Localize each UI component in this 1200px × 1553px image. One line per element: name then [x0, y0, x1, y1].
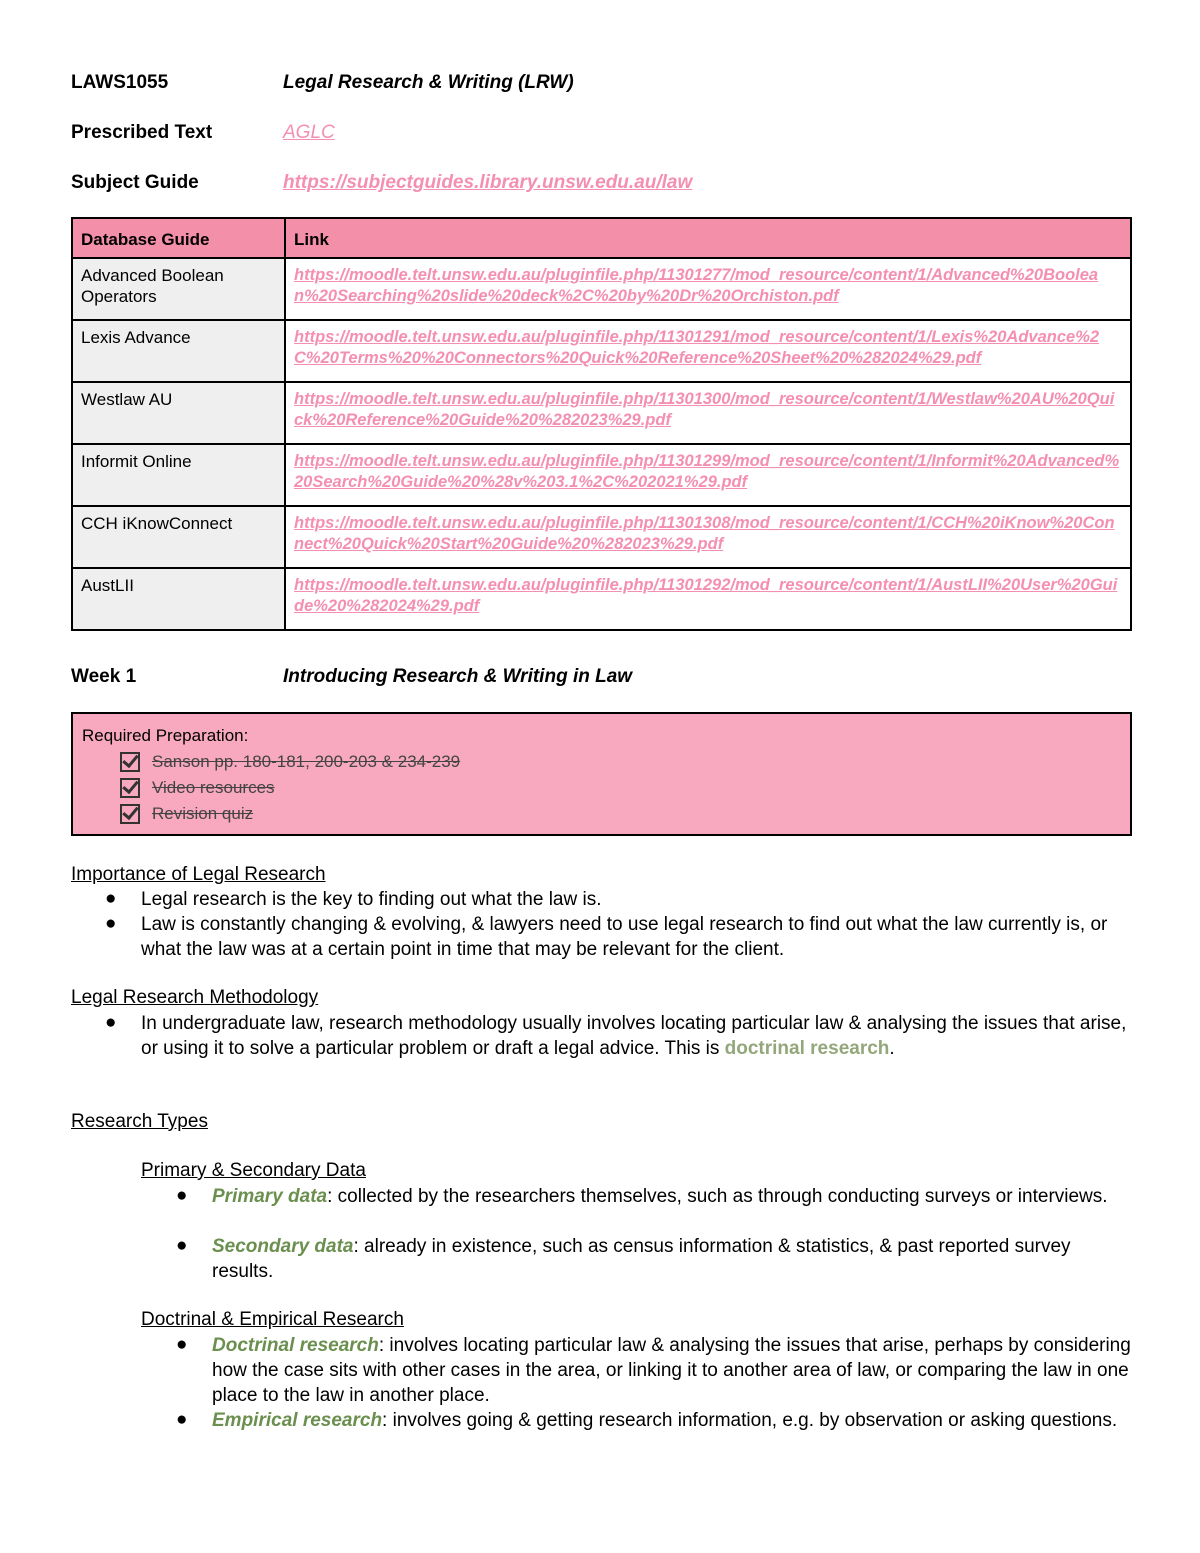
checkbox-checked-icon[interactable] — [120, 778, 140, 798]
row-link[interactable]: https://moodle.telt.unsw.edu.au/pluginfile.php/11301291/mod_resource/content/1/Lexis%20Advance%2C%20Terms%20%20Connectors%20Quick%20Reference%20Sheet%20%282024%29.pdf — [285, 320, 1131, 382]
checkbox-checked-icon[interactable] — [120, 804, 140, 824]
bullet-icon: ● — [176, 1409, 188, 1430]
course-code: LAWS1055 — [71, 72, 169, 93]
primary-data-term: Primary data — [212, 1186, 328, 1207]
methodology-bullet — [141, 1011, 1131, 1061]
bullet-icon: ● — [105, 913, 117, 934]
row-name: Lexis Advance — [72, 320, 285, 382]
methodology-text: In undergraduate law, research methodology usually involves locating particular law & analysing the issues that arise, or using it to solve a particular problem or draft a legal advice. This is — [141, 1013, 1127, 1059]
col-link: Link — [285, 218, 1131, 258]
research-types-heading: Research Types — [71, 1111, 208, 1132]
required-preparation-box — [71, 712, 1132, 836]
row-link[interactable]: https://moodle.telt.unsw.edu.au/pluginfile.php/11301299/mod_resource/content/1/Informit%20Advanced%20Search%20Guide%20%28v%203.1%2C%202021%29.pdf — [285, 444, 1131, 506]
prep-item[interactable] — [120, 778, 275, 798]
secondary-data-term: Secondary data — [212, 1236, 354, 1257]
methodology-end: . — [889, 1038, 895, 1059]
row-link[interactable]: https://moodle.telt.unsw.edu.au/pluginfile.php/11301300/mod_resource/content/1/Westlaw%20AU%20Quick%20Reference%20Guide%20%282023%29.pdf — [285, 382, 1131, 444]
table-row — [72, 444, 1131, 506]
table-row — [72, 382, 1131, 444]
week-label: Week 1 — [71, 666, 137, 687]
empirical-research-text: : involves going & getting research information, e.g. by observation or asking questions. — [382, 1410, 1118, 1431]
database-guide-table — [71, 217, 1132, 631]
table-row — [72, 568, 1131, 630]
doctrinal-term: doctrinal research — [724, 1038, 890, 1059]
row-link[interactable]: https://moodle.telt.unsw.edu.au/pluginfile.php/11301277/mod_resource/content/1/Advanced%20Boolean%20Searching%20slide%20deck%2C%20by%20Dr%20Orchiston.pdf — [285, 258, 1131, 320]
doctrinal-research-bullet — [212, 1333, 1132, 1408]
prescribed-link[interactable]: AGLC — [283, 122, 335, 143]
course-title: Legal Research & Writing (LRW) — [283, 72, 574, 93]
row-name: Westlaw AU — [72, 382, 285, 444]
prep-item-label: Video resources — [152, 778, 275, 797]
checkbox-checked-icon[interactable] — [120, 752, 140, 772]
row-name: Informit Online — [72, 444, 285, 506]
empirical-research-bullet — [212, 1408, 1132, 1433]
table-row — [72, 258, 1131, 320]
prep-item-label: Sanson pp. 180-181, 200-203 & 234-239 — [152, 752, 461, 771]
importance-bullet-2: Law is constantly changing & evolving, & lawyers need to use legal research to find out what the law currently is, or what the law was at a certain point in time that may be relevant for the client. — [141, 914, 1108, 960]
bullet-icon: ● — [176, 1334, 188, 1355]
table-row — [72, 506, 1131, 568]
row-name: CCH iKnowConnect — [72, 506, 285, 568]
prep-item-label: Revision quiz — [152, 804, 254, 823]
primary-data-bullet — [212, 1184, 1132, 1209]
doctrinal-research-term: Doctrinal research — [212, 1335, 379, 1356]
prescribed-label: Prescribed Text — [71, 122, 213, 143]
doctrinal-empirical-heading: Doctrinal & Empirical Research — [141, 1309, 404, 1330]
bullet-icon: ● — [105, 888, 117, 909]
primary-data-text: : collected by the researchers themselves, such as through conducting surveys or interviews. — [327, 1186, 1108, 1207]
table-header-row — [72, 218, 1131, 258]
prep-item[interactable] — [120, 804, 253, 824]
bullet-icon: ● — [176, 1235, 188, 1256]
guide-label: Subject Guide — [71, 172, 199, 193]
empirical-research-term: Empirical research — [212, 1410, 383, 1431]
prep-title: Required Preparation: — [82, 726, 249, 745]
week-title: Introducing Research & Writing in Law — [283, 666, 633, 687]
col-database-guide: Database Guide — [72, 218, 285, 258]
bullet-icon: ● — [176, 1185, 188, 1206]
row-link[interactable]: https://moodle.telt.unsw.edu.au/pluginfile.php/11301292/mod_resource/content/1/AustLII%20User%20Guide%20%282024%29.pdf — [285, 568, 1131, 630]
methodology-heading: Legal Research Methodology — [71, 987, 319, 1008]
doctrinal-research-text: : involves locating particular law & analysing the issues that arise, perhaps by considering how the case sits with other cases in the area, or linking it to another area of law, or comparing the law in one place to the law in another place. — [212, 1335, 1131, 1406]
secondary-data-bullet — [212, 1234, 1132, 1284]
prep-item[interactable] — [120, 752, 460, 772]
primary-secondary-heading: Primary & Secondary Data — [141, 1160, 366, 1181]
importance-bullet-1: Legal research is the key to finding out what the law is. — [141, 889, 602, 910]
row-name: Advanced Boolean Operators — [72, 258, 285, 320]
row-name: AustLII — [72, 568, 285, 630]
bullet-icon: ● — [105, 1012, 117, 1033]
secondary-data-text: : already in existence, such as census information & statistics, & past reported survey results. — [212, 1236, 1071, 1282]
guide-link[interactable]: https://subjectguides.library.unsw.edu.au/law — [283, 172, 693, 193]
table-row — [72, 320, 1131, 382]
importance-heading: Importance of Legal Research — [71, 864, 326, 885]
row-link[interactable]: https://moodle.telt.unsw.edu.au/pluginfile.php/11301308/mod_resource/content/1/CCH%20iKnow%20Connect%20Quick%20Start%20Guide%20%282023%29.pdf — [285, 506, 1131, 568]
